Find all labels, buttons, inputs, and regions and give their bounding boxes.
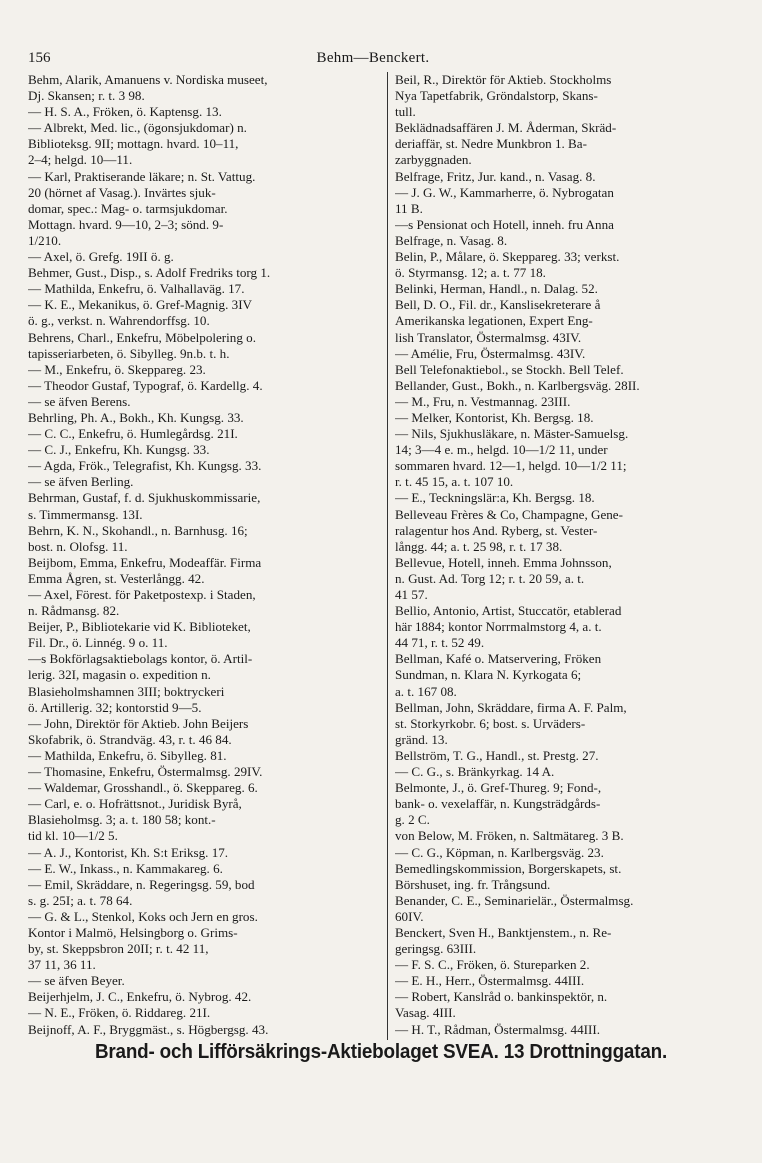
directory-line: 44 71, r. t. 52 49. <box>395 635 485 651</box>
directory-line: 41 57. <box>395 587 428 602</box>
directory-line: Biblioteksg. 9II; mottagn. hvard. 10–11, <box>28 136 239 152</box>
directory-line: —s Pensionat och Hotell, inneh. fru Anna <box>395 216 614 232</box>
directory-line: Blasieholmsg. 3; a. t. 180 58; kont.- <box>28 812 216 828</box>
directory-line: — Emil, Skräddare, n. Regeringsg. 59, bod <box>28 876 255 892</box>
directory-line: Belmonte, J., ö. Gref-Thureg. 9; Fond-, <box>395 780 602 796</box>
directory-line: 11 B. <box>395 200 423 216</box>
directory-line: Mottagn. hvard. 9—10, 2–3; sönd. 9- <box>28 216 224 232</box>
directory-line: 14; 3—4 e. m., helgd. 10—1/2 11, under <box>395 442 608 458</box>
directory-columns <box>28 72 728 1042</box>
directory-line: by, st. Skeppsbron 20II; r. t. 42 11, <box>28 941 209 957</box>
directory-line: von Below, M. Fröken, n. Saltmätareg. 3 B. <box>395 828 624 844</box>
directory-line: geringsg. 63III. <box>395 941 477 957</box>
directory-line: Skofabrik, ö. Strandväg. 43, r. t. 46 84. <box>28 731 232 747</box>
running-head: Behm—Benckert. <box>316 50 430 66</box>
directory-line: Bellander, Gust., Bokh., n. Karlbergsväg. 28II. <box>395 377 640 393</box>
directory-line: tapisseriarbeten, ö. Sibylleg. 9n.b. t. h. <box>28 345 230 361</box>
directory-line: n. Gust. Ad. Torg 12; r. t. 20 59, a. t. <box>395 570 585 586</box>
directory-line: Behrens, Charl., Enkefru, Möbelpolering o. <box>28 329 256 345</box>
directory-line: långg. 44; a. t. 25 98, r. t. 17 38. <box>395 538 563 554</box>
directory-line: Belin, P., Målare, ö. Skeppareg. 33; verkst. <box>395 249 620 265</box>
directory-line: — Carl, e. o. Hofrättsnot., Juridisk Byrå, <box>28 796 242 812</box>
directory-line: Emma Ågren, st. Vesterlångg. 42. <box>28 570 205 586</box>
directory-line: Nya Tapetfabrik, Gröndalstorp, Skans- <box>395 88 598 104</box>
directory-line: — K. E., Mekanikus, ö. Gref-Magnig. 3IV <box>28 297 253 313</box>
directory-line: — Thomasine, Enkefru, Östermalmsg. 29IV. <box>28 764 263 780</box>
directory-line: Benander, C. E., Seminarielär., Östermalmsg. <box>395 892 634 908</box>
directory-line: Belinki, Herman, Handl., n. Dalag. 52. <box>395 281 598 297</box>
directory-line: Bell, D. O., Fil. dr., Kanslisekreterare å <box>395 297 601 313</box>
directory-line: — N. E., Fröken, ö. Riddareg. 21I. <box>28 1005 211 1021</box>
directory-line: Behrman, Gustaf, f. d. Sjukhuskommissarie, <box>28 490 261 506</box>
directory-line: gränd. 13. <box>395 731 448 747</box>
directory-line: lish Translator, Östermalmsg. 43IV. <box>395 329 582 345</box>
directory-line: tid kl. 10—1/2 5. <box>28 828 118 844</box>
directory-line: s. g. 25I; a. t. 78 64. <box>28 892 133 908</box>
directory-line: — Karl, Praktiserande läkare; n. St. Vattug. <box>28 168 256 184</box>
directory-line: Bellevue, Hotell, inneh. Emma Johnsson, <box>395 554 612 570</box>
directory-line: Bellström, T. G., Handl., st. Prestg. 27. <box>395 747 599 763</box>
directory-line: Beklädnadsaffären J. M. Åderman, Skräd- <box>395 120 617 136</box>
column-divider <box>387 72 388 1040</box>
directory-line: 60IV. <box>395 908 424 924</box>
directory-line: 2–4; helgd. 10—11. <box>28 152 133 168</box>
directory-line: — A. J., Kontorist, Kh. S:t Eriksg. 17. <box>28 844 229 860</box>
directory-line: Bellio, Antonio, Artist, Stuccatör, etablerad <box>395 603 622 619</box>
directory-line: Bellman, John, Skräddare, firma A. F. Palm, <box>395 699 627 715</box>
directory-line: — E., Teckningslär:a, Kh. Bergsg. 18. <box>395 490 595 506</box>
directory-line: st. Storkyrkobr. 6; bost. s. Urväders- <box>395 715 586 731</box>
directory-line: bank- o. vexelaffär, n. Kungsträdgårds- <box>395 796 601 812</box>
directory-line: — C. G., Köpman, n. Karlbergsväg. 23. <box>395 844 604 860</box>
directory-line: g. 2 C. <box>395 812 430 828</box>
directory-line: — Theodor Gustaf, Typograf, ö. Kardellg. 4. <box>28 377 263 393</box>
directory-line: — C. G., s. Bränkyrkag. 14 A. <box>395 764 555 780</box>
directory-line: Beijerhjelm, J. C., Enkefru, ö. Nybrog. 42. <box>28 989 252 1005</box>
directory-line: ralagentur hos And. Ryberg, st. Vester- <box>395 522 598 538</box>
directory-line: Beijnoff, A. F., Bryggmäst., s. Högbergsg. 43. <box>28 1021 269 1037</box>
directory-line: — Albrekt, Med. lic., (ögonsjukdomar) n. <box>28 120 247 136</box>
directory-line: — G. & L., Stenkol, Koks och Jern en gros. <box>28 908 258 924</box>
directory-line: Behrn, K. N., Skohandl., n. Barnhusg. 16; <box>28 522 248 538</box>
page-number: 156 <box>28 50 51 66</box>
directory-line: Blasieholmshamnen 3III; boktryckeri <box>28 683 225 699</box>
directory-line: Beijer, P., Bibliotekarie vid K. Biblioteket, <box>28 619 251 635</box>
directory-line: a. t. 167 08. <box>395 683 457 699</box>
directory-line: 20 (hörnet af Vasag.). Invärtes sjuk- <box>28 184 216 200</box>
right-column <box>395 72 735 1038</box>
directory-line: Beijbom, Emma, Enkefru, Modeaffär. Firma <box>28 554 262 570</box>
directory-line: — Axel, Förest. för Paketpostexp. i Staden, <box>28 587 256 602</box>
directory-line: — M., Enkefru, ö. Skeppareg. 23. <box>28 361 206 377</box>
directory-line: — se äfven Berens. <box>28 393 131 409</box>
directory-line: ö. Artillerig. 32; kontorstid 9—5. <box>28 699 202 715</box>
directory-line: Börshuset, ing. fr. Trångsund. <box>395 876 551 892</box>
directory-line: bost. n. Olofsg. 11. <box>28 538 128 554</box>
directory-line: 37 11, 36 11. <box>28 957 96 973</box>
directory-line: — C. J., Enkefru, Kh. Kungsg. 33. <box>28 442 210 458</box>
directory-line: ö. Styrmansg. 12; a. t. 77 18. <box>395 265 546 281</box>
directory-line: — John, Direktör för Aktieb. John Beijers <box>28 715 249 731</box>
left-column <box>28 72 373 1038</box>
directory-line: Sundman, n. Klara N. Kyrkogata 6; <box>395 667 582 683</box>
directory-line: — se äfven Berling. <box>28 474 134 490</box>
directory-line: Belfrage, n. Vasag. 8. <box>395 232 508 248</box>
directory-line: — Melker, Kontorist, Kh. Bergsg. 18. <box>395 409 594 425</box>
directory-line: Bemedlingskommission, Borgerskapets, st. <box>395 860 622 876</box>
directory-line: — M., Fru, n. Vestmannag. 23III. <box>395 393 571 409</box>
directory-line: — Axel, ö. Grefg. 19II ö. g. <box>28 249 174 265</box>
directory-line: — Nils, Sjukhusläkare, n. Mäster-Samuelsg. <box>395 426 629 442</box>
directory-line: — Mathilda, Enkefru, ö. Valhallaväg. 17. <box>28 281 245 297</box>
directory-line: Belfrage, Fritz, Jur. kand., n. Vasag. 8. <box>395 168 596 184</box>
directory-line: Behmer, Gust., Disp., s. Adolf Fredriks torg 1. <box>28 265 271 281</box>
directory-line: Bell Telefonaktiebol., se Stockh. Bell Telef. <box>395 361 624 377</box>
directory-line: r. t. 45 15, a. t. 107 10. <box>395 474 514 490</box>
directory-line: ö. g., verkst. n. Wahrendorffsg. 10. <box>28 313 210 329</box>
footer-advertisement: Brand- och Lifförsäkrings-Aktiebolaget SVEA. 13 Drottninggatan. <box>94 1040 668 1063</box>
directory-line: här 1884; kontor Norrmalmstorg 4, a. t. <box>395 619 602 635</box>
directory-line: Fil. Dr., ö. Linnég. 9 o. 11. <box>28 635 168 651</box>
directory-line: Vasag. 4III. <box>395 1005 456 1021</box>
directory-line: — H. S. A., Fröken, ö. Kaptensg. 13. <box>28 104 222 120</box>
page-header <box>28 50 718 72</box>
directory-line: — E. H., Herr., Östermalmsg. 44III. <box>395 973 585 989</box>
directory-line: tull. <box>395 104 416 120</box>
directory-line: — F. S. C., Fröken, ö. Stureparken 2. <box>395 957 590 973</box>
directory-line: sommaren hvard. 12—1, helgd. 10—1/2 11; <box>395 458 627 474</box>
directory-line: Kontor i Malmö, Helsingborg o. Grims- <box>28 924 238 940</box>
directory-line: Dj. Skansen; r. t. 3 98. <box>28 88 145 104</box>
directory-line: — Waldemar, Grosshandl., ö. Skeppareg. 6. <box>28 780 258 796</box>
directory-line: zarbyggnaden. <box>395 152 472 168</box>
directory-line: — Robert, Kanslråd o. bankinspektör, n. <box>395 989 608 1005</box>
directory-line: — se äfven Beyer. <box>28 973 125 989</box>
directory-line: domar, spec.: Mag- o. tarmsjukdomar. <box>28 200 228 216</box>
directory-line: Bellman, Kafé o. Matservering, Fröken <box>395 651 602 667</box>
directory-line: Behm, Alarik, Amanuens v. Nordiska museet, <box>28 72 268 87</box>
directory-line: —s Bokförlagsaktiebolags kontor, ö. Artil- <box>28 651 253 667</box>
directory-line: Beil, R., Direktör för Aktieb. Stockholms <box>395 72 612 87</box>
directory-line: lerig. 32I, magasin o. expedition n. <box>28 667 211 683</box>
directory-line: — E. W., Inkass., n. Kammakareg. 6. <box>28 860 223 876</box>
directory-line: Behrling, Ph. A., Bokh., Kh. Kungsg. 33. <box>28 409 244 425</box>
directory-line: — H. T., Rådman, Östermalmsg. 44III. <box>395 1021 600 1037</box>
directory-line: — C. C., Enkefru, ö. Humlegårdsg. 21I. <box>28 426 238 442</box>
directory-line: — Amélie, Fru, Östermalmsg. 43IV. <box>395 345 586 361</box>
directory-line: — Mathilda, Enkefru, ö. Sibylleg. 81. <box>28 747 227 763</box>
directory-line: Belleveau Frères & Co, Champagne, Gene- <box>395 506 623 522</box>
directory-line: n. Rådmansg. 82. <box>28 603 120 619</box>
directory-line: 1/210. <box>28 232 62 248</box>
directory-line: Amerikanska legationen, Expert Eng- <box>395 313 593 329</box>
directory-line: Benckert, Sven H., Banktjenstem., n. Re- <box>395 924 612 940</box>
directory-line: — J. G. W., Kammarherre, ö. Nybrogatan <box>395 184 614 200</box>
directory-line: — Agda, Frök., Telegrafist, Kh. Kungsg. 33. <box>28 458 262 474</box>
directory-line: deriaffär, st. Nedre Munkbron 1. Ba- <box>395 136 587 152</box>
directory-line: s. Timmermansg. 13I. <box>28 506 143 522</box>
